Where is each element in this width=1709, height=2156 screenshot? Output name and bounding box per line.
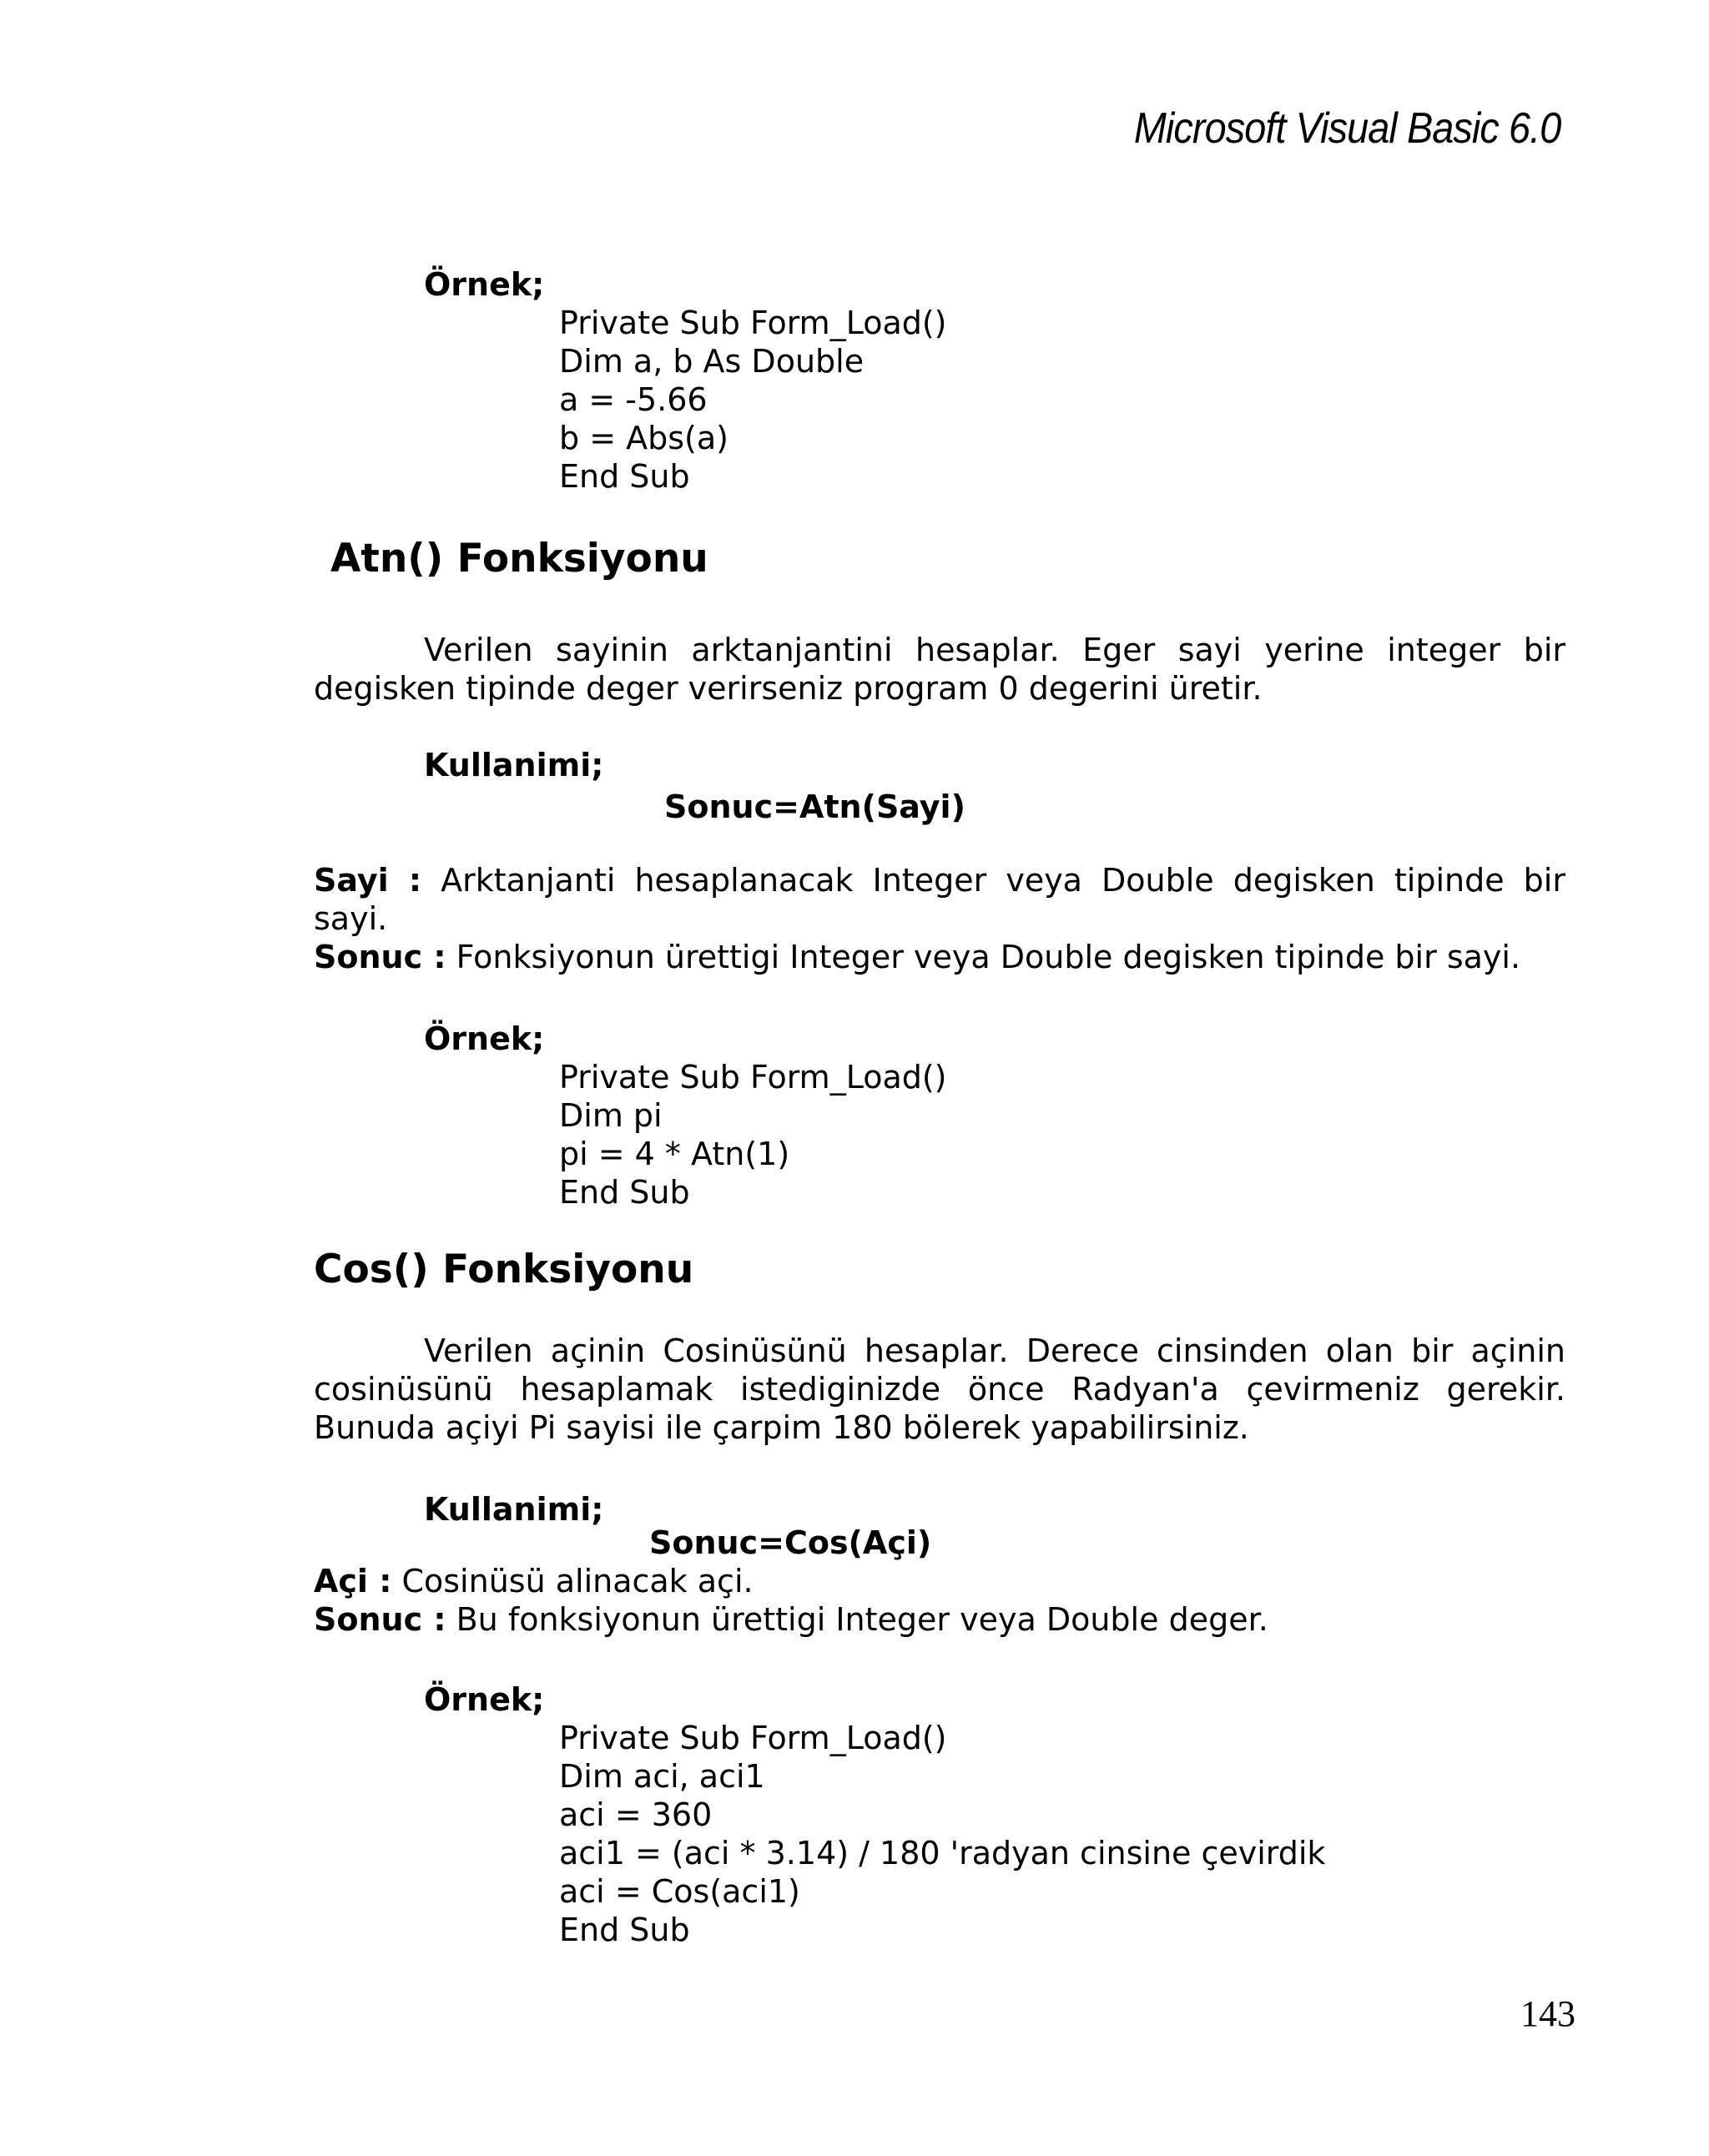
atn-description: Verilen sayinin arktanjantini hesaplar. Eger sayi yerine integer bir degisken tipinde deger verirseniz program 0 degerini üretir. bbox=[314, 632, 1565, 707]
example-label: Örnek; bbox=[424, 266, 545, 303]
code-block-atn bbox=[559, 1058, 947, 1211]
param-sayi bbox=[314, 861, 1565, 938]
section-heading-cos: Cos() Fonksiyonu bbox=[314, 1247, 694, 1292]
param-name: Açi : bbox=[314, 1563, 392, 1599]
code-line: End Sub bbox=[559, 1174, 690, 1211]
code-line: aci = Cos(aci1) bbox=[559, 1873, 800, 1910]
code-line: Private Sub Form_Load() bbox=[559, 305, 947, 341]
code-line: pi = 4 * Atn(1) bbox=[559, 1136, 790, 1172]
section-heading-atn: Atn() Fonksiyonu bbox=[330, 536, 708, 582]
param-desc: Arktanjanti hesaplanacak Integer veya Double degisken tipinde bir sayi. bbox=[314, 862, 1565, 937]
code-block-abs bbox=[559, 304, 947, 496]
syntax-line: Sonuc=Cos(Açi) bbox=[649, 1524, 932, 1561]
code-line: End Sub bbox=[559, 458, 690, 495]
param-name: Sonuc : bbox=[314, 1601, 446, 1638]
syntax-line: Sonuc=Atn(Sayi) bbox=[664, 788, 965, 825]
param-sonuc bbox=[314, 938, 1565, 976]
running-header: Microsoft Visual Basic 6.0 bbox=[1133, 104, 1560, 153]
code-line: a = -5.66 bbox=[559, 381, 708, 418]
example-label: Örnek; bbox=[424, 1681, 545, 1718]
param-sonuc bbox=[314, 1600, 1565, 1639]
code-block-cos bbox=[559, 1719, 1325, 1949]
usage-label: Kullanimi; bbox=[424, 1491, 604, 1528]
code-line: b = Abs(a) bbox=[559, 420, 728, 456]
example-label: Örnek; bbox=[424, 1020, 545, 1057]
param-aci bbox=[314, 1562, 1565, 1600]
cos-description: Verilen açinin Cosinüsünü hesaplar. Derece cinsinden olan bir açinin cosinüsünü hesaplamak istediginizde önce Radyan'a çevirmeniz gerekir. Bunuda açiyi Pi sayisi ile çarpim 180 bölerek yapabilirsiniz. bbox=[314, 1332, 1565, 1446]
param-name: Sayi : bbox=[314, 862, 422, 899]
page-number: 143 bbox=[1520, 1993, 1575, 2034]
usage-label: Kullanimi; bbox=[424, 747, 604, 783]
code-line: Dim aci, aci1 bbox=[559, 1758, 765, 1795]
code-line: Dim pi bbox=[559, 1097, 663, 1134]
code-line: Private Sub Form_Load() bbox=[559, 1059, 947, 1096]
code-line: End Sub bbox=[559, 1912, 690, 1948]
code-line: Private Sub Form_Load() bbox=[559, 1720, 947, 1756]
param-desc: Fonksiyonun ürettigi Integer veya Double degisken tipinde bir sayi. bbox=[446, 939, 1521, 975]
code-line: aci1 = (aci * 3.14) / 180 'radyan cinsine çevirdik bbox=[559, 1835, 1326, 1871]
param-desc: Bu fonksiyonun ürettigi Integer veya Double deger. bbox=[446, 1601, 1268, 1638]
param-desc: Cosinüsü alinacak açi. bbox=[391, 1563, 754, 1599]
param-name: Sonuc : bbox=[314, 939, 446, 975]
code-line: Dim a, b As Double bbox=[559, 343, 865, 380]
code-line: aci = 360 bbox=[559, 1796, 713, 1833]
